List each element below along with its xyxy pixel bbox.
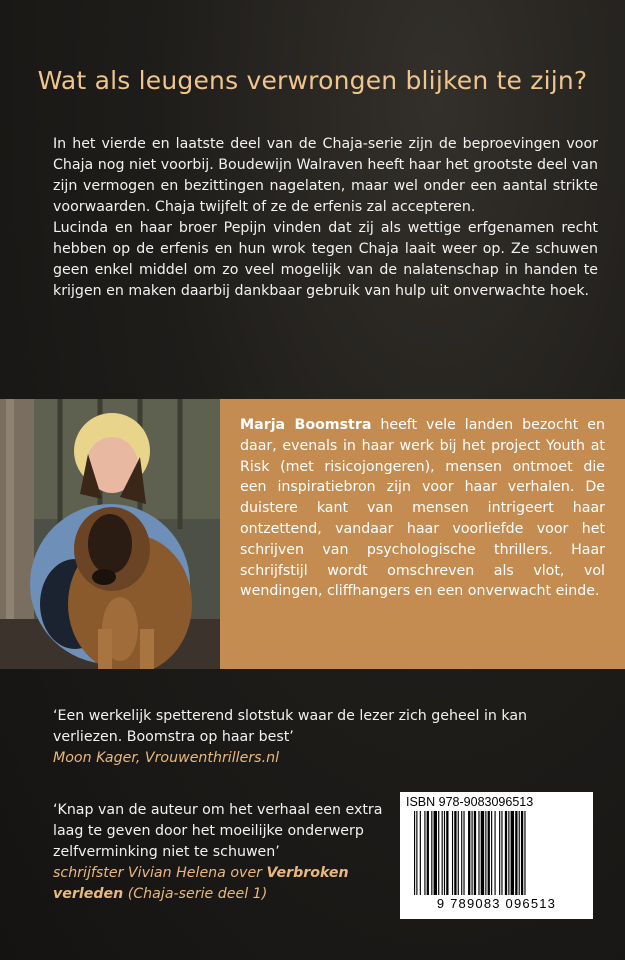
review-quote-2-text: ‘Knap van de auteur om het verhaal een extra laag te geven door het moeilijke onderwerp zelfverminking niet te schuwen’ xyxy=(53,802,383,860)
review-quote-1 xyxy=(53,706,598,769)
barcode-bars xyxy=(414,811,579,895)
attribution-suffix: (Chaja-serie deel 1) xyxy=(123,886,268,902)
author-bio-text: heeft vele landen bezocht en daar, evenals in haar werk bij het project Youth at Risk (met risicojongeren), mensen ontmoet die een inspiratiebron zijn voor haar verhalen. De duistere kant van mensen intrigeert haar ontzettend, vandaar haar voorliefde voor het schrijven van psychologische thrillers. Haar schrijfstijl wordt omschreven als vlot, vol wendingen, cliffhangers en een onverwacht einde. xyxy=(240,417,605,600)
barcode-digits: 9 789083 096513 xyxy=(436,896,557,911)
review-quote-2-attribution xyxy=(53,863,393,905)
review-quote-1-attribution: Moon Kager, Vrouwenthrillers.nl xyxy=(53,750,280,766)
blurb xyxy=(53,134,598,302)
author-with-dog-image xyxy=(0,399,220,669)
attribution-prefix: schrijfster Vivian Helena over xyxy=(53,865,267,881)
isbn-label: ISBN 978-9083096513 xyxy=(406,795,534,809)
blurb-paragraph-2: Lucinda en haar broer Pepijn vinden dat zij als wettige erfgenamen recht hebben op de erfenis en hun wrok tegen Chaja laait weer op. Ze schuwen geen enkel middel om zo veel mogelijk van de nalatenschap in handen te krijgen en maken daarbij dankbaar gebruik van hulp uit onverwachte hoek. xyxy=(53,220,598,299)
author-band xyxy=(0,399,625,669)
attribution-book-title: Verbroken verleden xyxy=(53,865,349,902)
isbn-barcode xyxy=(400,792,593,919)
author-name: Marja Boomstra xyxy=(240,417,372,433)
author-bio xyxy=(220,399,625,669)
review-quote-2 xyxy=(53,800,393,905)
author-photo xyxy=(0,399,220,669)
review-quote-1-text: ‘Een werkelijk spetterend slotstuk waar de lezer zich geheel in kan verliezen. Boomstra op haar best’ xyxy=(53,708,528,745)
headline: Wat als leugens verwrongen blijken te zijn? xyxy=(37,66,588,95)
blurb-paragraph-1: In het vierde en laatste deel van de Chaja-serie zijn de beproevingen voor Chaja nog niet voorbij. Boudewijn Walraven heeft haar het grootste deel van zijn vermogen en bezittingen nagelaten, maar wel onder een aantal strikte voorwaarden. Chaja twijfelt of ze de erfenis zal accepteren. xyxy=(53,136,598,215)
